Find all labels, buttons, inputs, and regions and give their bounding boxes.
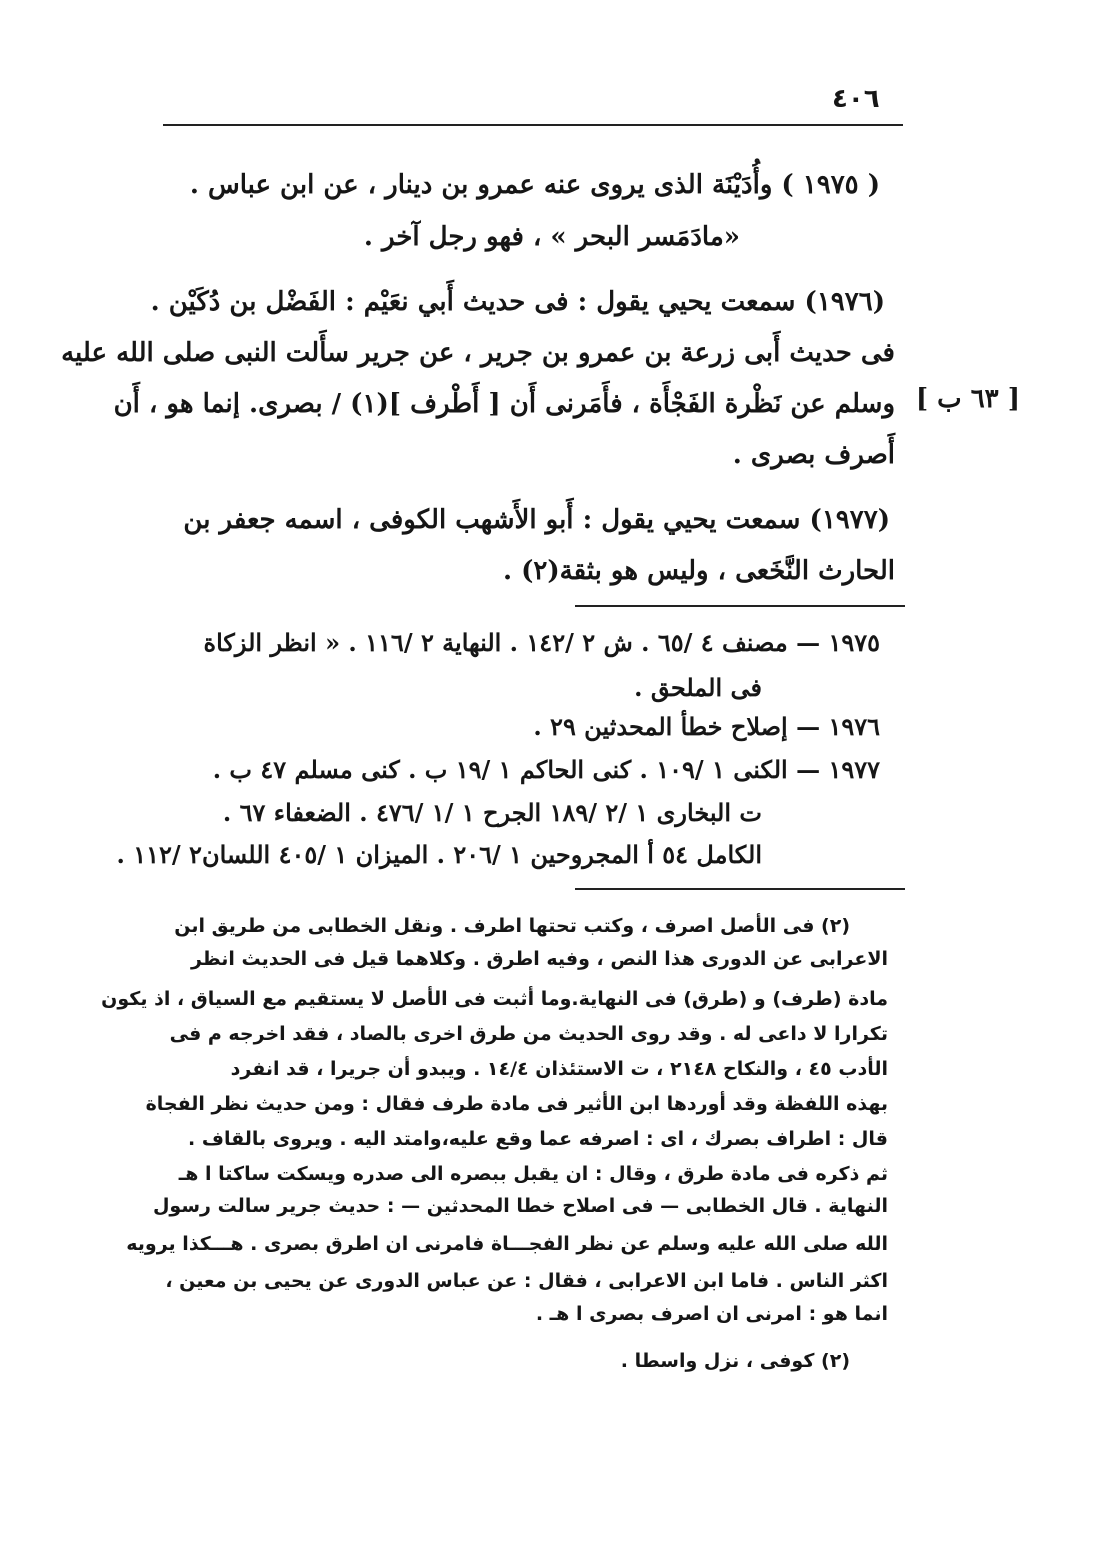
main-line: (١٩٧٦) سمعت يحيي يقول : فى حديث أَبي نعَيْم : الفَضْل بن دُكَيْن . xyxy=(150,287,885,317)
main-line: وسلم عن نَظْرة الفَجْأَة ، فأَمَرنى أَن [ أَطْرف ](١) / بصرى. إنما هو ، أَن xyxy=(113,389,895,419)
main-line: (١٩٧٧) سمعت يحيي يقول : أَبو الأَشهب الكوفى ، اسمه جعفر بن xyxy=(183,505,890,535)
reference-line: ١٩٧٦ — إصلاح خطأ المحدثين ٢٩ . xyxy=(533,712,880,741)
main-line: أَصرف بصرى . xyxy=(732,440,895,470)
reference-rule xyxy=(575,605,905,607)
reference-line: فى الملحق . xyxy=(634,673,762,702)
footnote-line: مادة (طرف) و (طرق) فى النهاية.وما أثبت فى الأصل لا يستقيم مع السياق ، اذ يكون xyxy=(101,988,888,1010)
footnote-line: انما هو : امرنى ان اصرف بصرى ا هـ . xyxy=(535,1303,888,1325)
footnote-line: النهاية . قال الخطابى — فى اصلاح خطا المحدثين — : حديث جرير سالت رسول xyxy=(152,1195,888,1217)
footnote-line: قال : اطراف بصرك ، اى : اصرفه عما وقع عليه،وامتد اليه . ويروى بالقاف . xyxy=(188,1128,888,1150)
footnote-line: تكرارا لا داعى له . وقد روى الحديث من طرق اخرى بالصاد ، فقد اخرجه م فى xyxy=(169,1023,888,1045)
footnote-line: (٢) فى الأصل اصرف ، وكتب تحتها اطرف . ونقل الخطابى من طريق ابن xyxy=(174,915,850,937)
main-line: «مادَمَسر البحر » ، فهو رجل آخر . xyxy=(363,222,740,252)
footnote-line: ثم ذكره فى مادة طرق ، وقال : ان يقبل ببصره الى صدره ويسكت ساكتا ا هـ xyxy=(178,1163,888,1185)
reference-line: الكامل ٥٤ أ المجروحين ١ /٢٠٦ . الميزان ١ /٤٠٥ اللسان٢ /١١٢ . xyxy=(116,840,762,869)
main-line: فى حديث أَبى زرعة بن عمرو بن جرير ، عن جرير سأَلت النبى صلى الله عليه xyxy=(61,338,895,368)
footnote-line: الأدب ٤٥ ، والنكاح ٢١٤٨ ، ت الاستئذان ١٤/٤ . ويبدو أن جريرا ، قد انفرد xyxy=(230,1058,888,1080)
footnote-line: بهذه اللفظة وقد أوردها ابن الأثير فى مادة طرف فقال : ومن حديث نظر الفجاة xyxy=(145,1093,888,1115)
margin-folio-note: [ ٦٣ ب ] xyxy=(915,384,1020,414)
main-line: الحارث النَّخَعى ، وليس هو بثقة(٢) . xyxy=(503,556,895,586)
page-number: ٤٠٦ xyxy=(832,84,880,114)
reference-line: ت البخارى ١ /٢ /١٨٩ الجرح ١ /١ /٤٧٦ . الضعفاء ٦٧ . xyxy=(222,798,762,827)
footnote-line: الله صلى الله عليه وسلم عن نظر الفجـــاة فامرنى ان اطرق بصرى . هـــكذا يرويه xyxy=(126,1233,888,1255)
footnote-line: الاعرابى عن الدورى هذا النص ، وفيه اطرق . وكلاهما قيل فى الحديث انظر xyxy=(190,948,888,970)
header-rule xyxy=(163,124,903,126)
footnote-line: اكثر الناس . فاما ابن الاعرابى ، فقال : عن عباس الدورى عن يحيى بن معين ، xyxy=(165,1270,888,1292)
reference-line: ١٩٧٥ — مصنف ٤ /٦٥ . ش ٢ /١٤٢ . النهاية ٢ /١١٦ . « انظر الزكاة xyxy=(203,628,880,657)
footnote-line: (٢) كوفى ، نزل واسطا . xyxy=(620,1350,850,1372)
reference-line: ١٩٧٧ — الكنى ١ /١٠٩ . كنى الحاكم ١ /١٩ ب . كنى مسلم ٤٧ ب . xyxy=(212,755,880,784)
footnote-rule xyxy=(575,888,905,890)
main-line: ( ١٩٧٥ ) وأُدَيْنَة الذى يروى عنه عمرو بن دينار ، عن ابن عباس . xyxy=(189,170,880,200)
